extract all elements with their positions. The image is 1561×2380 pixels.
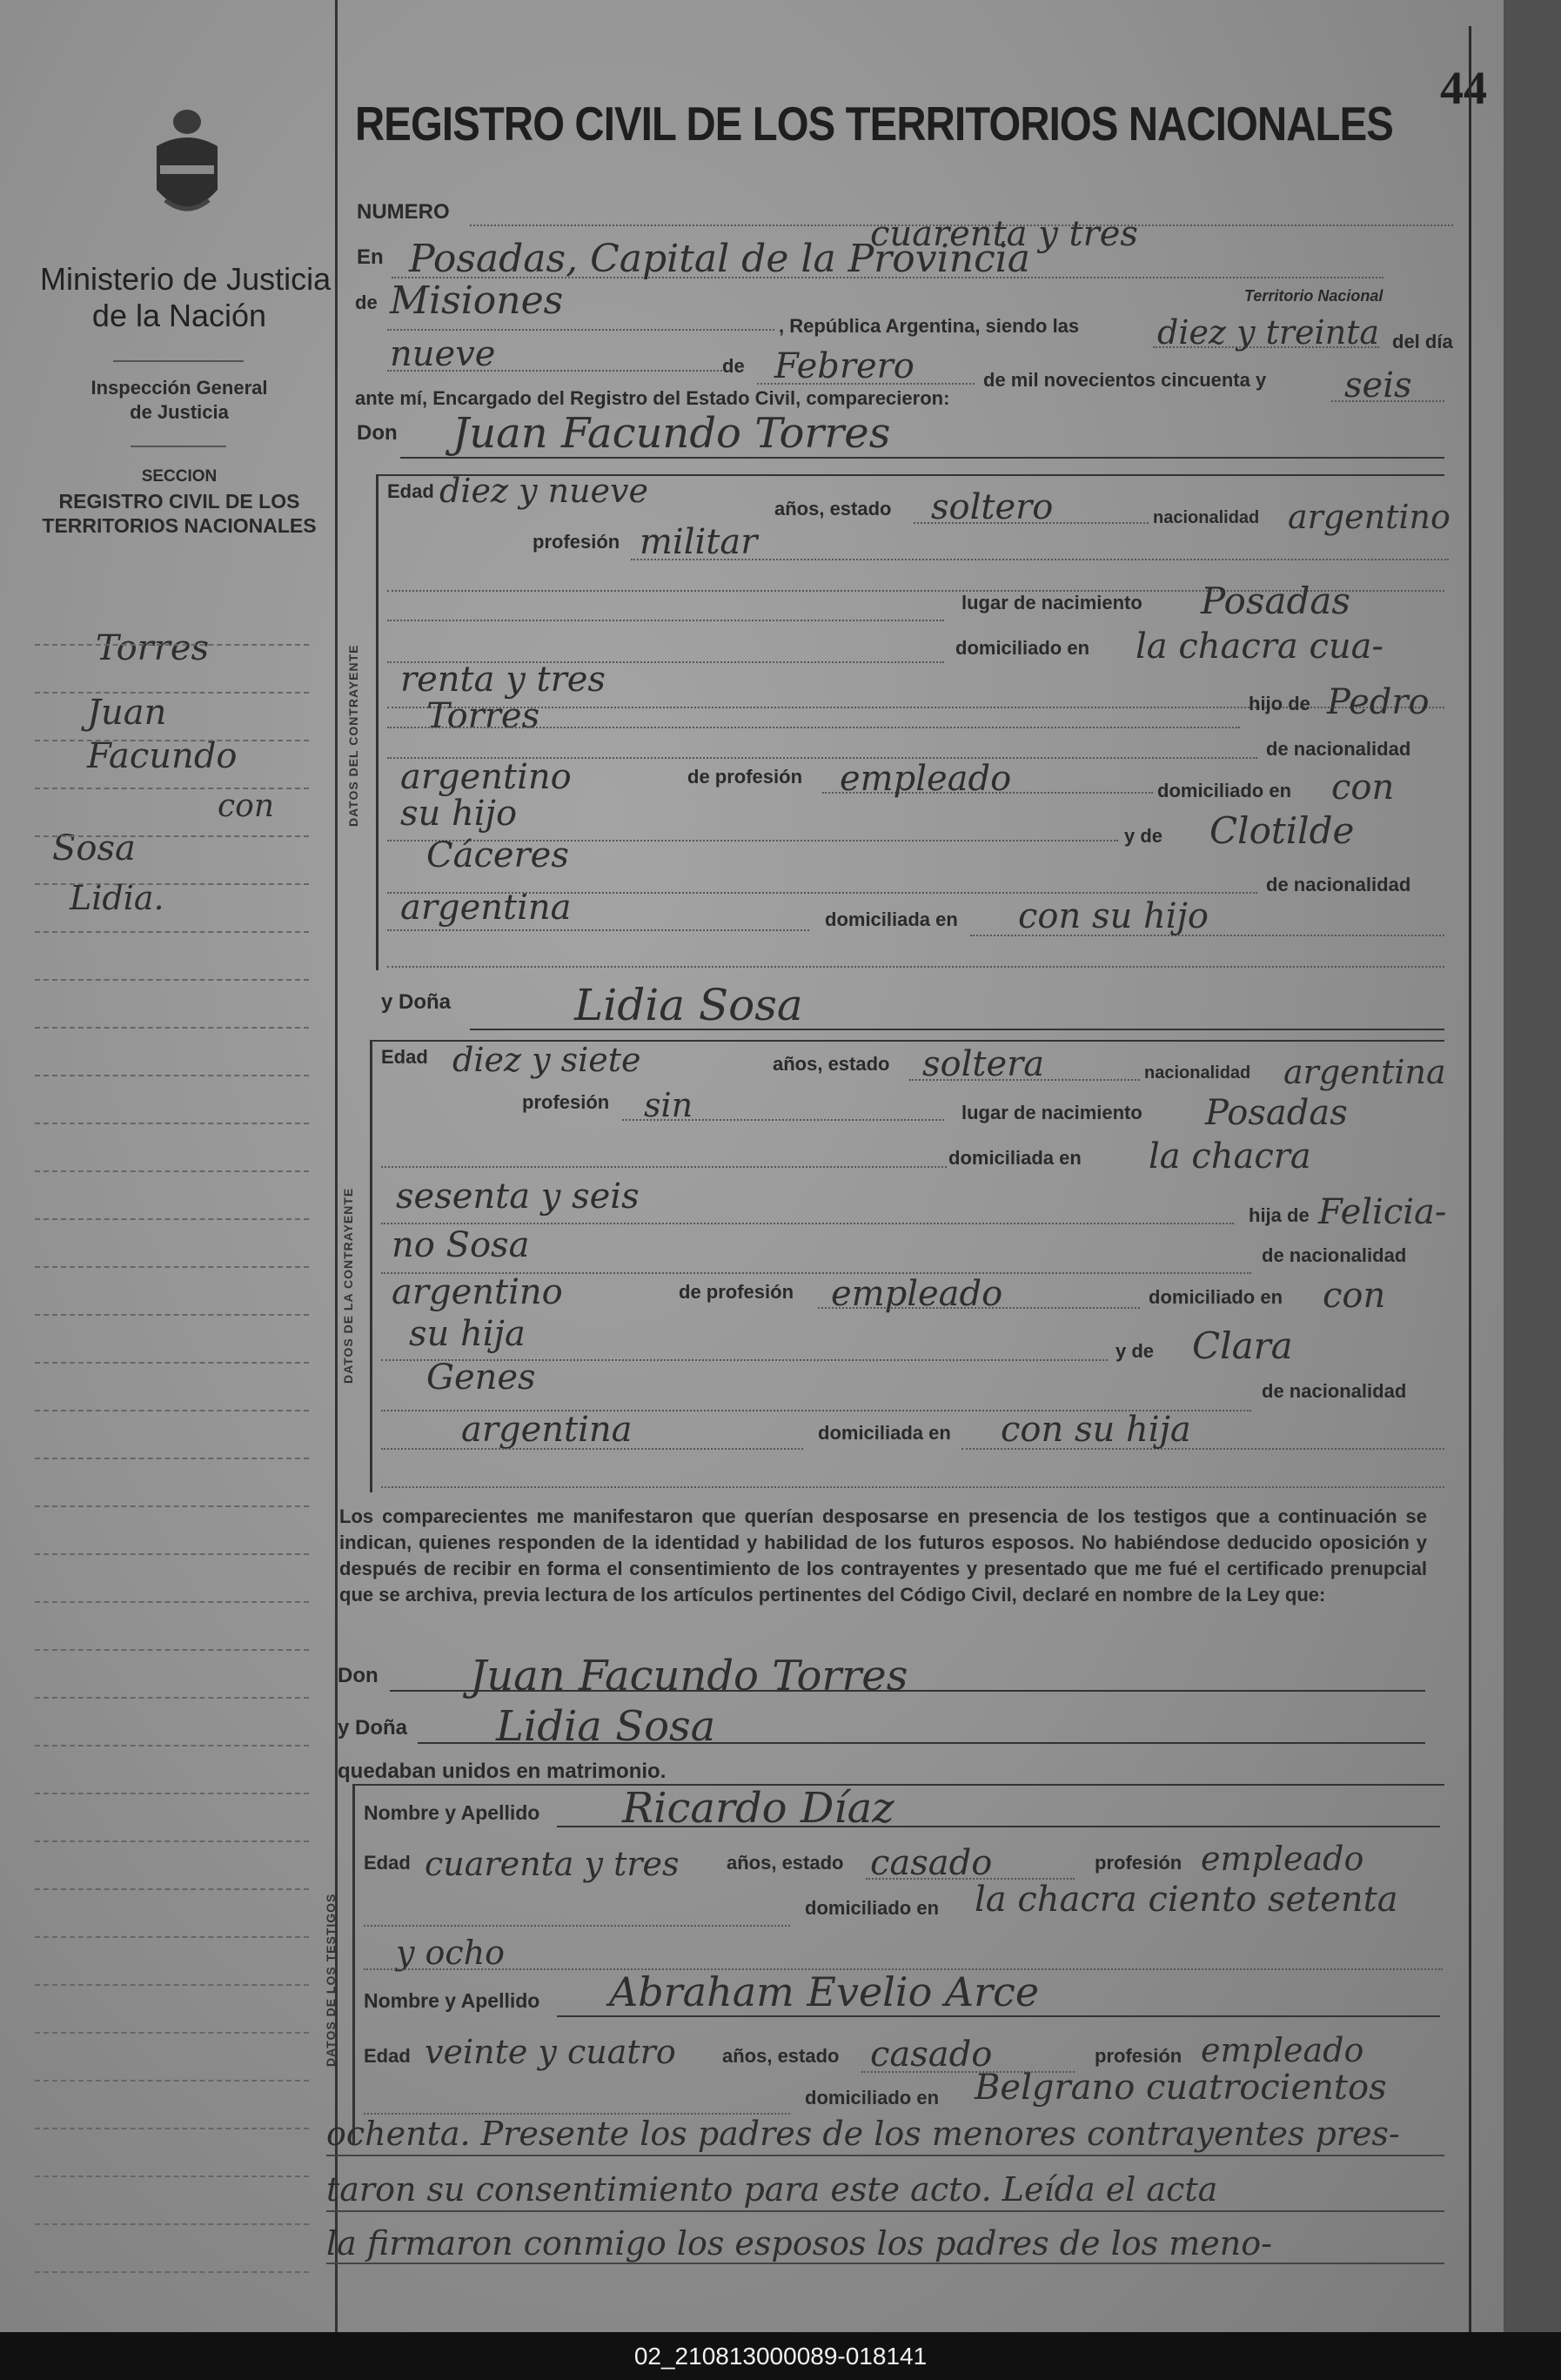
margin-ruled-line (35, 1936, 309, 1938)
page-edge (1504, 0, 1561, 2332)
y-dona-label: y Doña (381, 990, 452, 1014)
hija-label: hija de (1249, 1204, 1310, 1226)
margin-note-line: Torres (96, 628, 210, 668)
testigo1-domicilio-cont: y ocho (396, 1934, 506, 1972)
testigo2-domicilio: Belgrano cuatrocientos (975, 2068, 1387, 2108)
margin-ruled-line (35, 2032, 309, 2034)
edad-label: Edad (381, 1046, 428, 1068)
de-profesion-label: de profesión (679, 1281, 794, 1303)
dona-value: Lidia Sosa (574, 980, 803, 1030)
nacionalidad-value: argentina (1283, 1053, 1446, 1091)
coat-of-arms-icon (148, 103, 226, 225)
padre-domicilio-value: con (1331, 768, 1395, 808)
edad-value: diez y nueve (439, 472, 649, 510)
domicilio-value: la chacra cua- (1136, 627, 1383, 667)
ministry-line2: de la Nación (91, 298, 267, 333)
nombre-label: Nombre y Apellido (364, 1989, 540, 2012)
madre-value: Clara (1192, 1324, 1293, 1367)
estado-value: soltero (931, 487, 1054, 527)
contrayenta-section (370, 1040, 372, 1492)
testigo1-nombre: Ricardo Díaz (622, 1784, 894, 1833)
margin-ruled-line (35, 1553, 309, 1555)
margin-ruled-line (35, 2271, 309, 2273)
margin-ruled-line (35, 2176, 309, 2177)
margin-note-line: Lidia. (70, 879, 164, 917)
madre-value: Cáceres (426, 835, 569, 875)
padre-profesion-value: empleado (831, 1274, 1003, 1314)
domicilio-label: domiciliado en (955, 637, 1090, 659)
margin-ruled-line (35, 1984, 309, 1986)
domicilio-label: domiciliado en (805, 2087, 940, 2108)
margin-ruled-line (35, 1458, 309, 1459)
hora-value: diez y treinta (1157, 313, 1380, 352)
ministry-line1: Ministerio de Justicia (40, 261, 332, 297)
margin-column (0, 0, 338, 2332)
domiciliado-label: domiciliado en (1157, 780, 1292, 801)
margin-ruled-line (35, 2128, 309, 2129)
inspection-line1: Inspección General (90, 377, 268, 399)
don-value: Juan Facundo Torres (452, 409, 891, 458)
margin-ruled-line (35, 1840, 309, 1842)
anios-label: años, estado (722, 2045, 840, 2067)
padre-value: Felicia- (1318, 1192, 1447, 1232)
edad-label: Edad (387, 480, 434, 502)
margin-ruled-line (35, 1410, 309, 1411)
edad-label: Edad (364, 1852, 411, 1874)
profesion-label: profesión (1095, 1852, 1182, 1874)
section-line2: TERRITORIOS NACIONALES (42, 514, 317, 537)
en-label: En (357, 245, 384, 269)
margin-note-line: Facundo (87, 736, 238, 776)
margin-ruled-line (35, 2080, 309, 2082)
notes-line2: taron su consentimiento para este acto. Leída el acta (326, 2170, 1218, 2209)
testigo1-domicilio: la chacra ciento setenta (975, 1880, 1398, 1920)
profesion-label: profesión (1095, 2045, 1182, 2067)
nacionalidad-label: nacionalidad (1153, 508, 1260, 527)
nacionalidad-value: argentino (1288, 498, 1450, 536)
margin-ruled-line (35, 1697, 309, 1699)
de-profesion-label: de profesión (687, 766, 803, 788)
margin-ruled-line (35, 1266, 309, 1268)
margin-ruled-line (35, 740, 309, 741)
notes-line3: la firmaron conmigo los esposos los padres de los meno- (326, 2224, 1272, 2263)
testigo2-edad: veinte y cuatro (425, 2033, 676, 2071)
madre-domicilio-value: con su hijo (1018, 896, 1209, 936)
republica-text: , República Argentina, siendo las (779, 315, 1080, 337)
margin-note-line: Juan (87, 693, 167, 733)
y-dona-label: y Doña (338, 1716, 408, 1740)
madre-domicilio-value: con su hija (1001, 1410, 1191, 1450)
domiciliado-label: domiciliado en (1149, 1286, 1283, 1308)
de-nacionalidad-label: de nacionalidad (1262, 1380, 1407, 1402)
numero-value: cuarenta y tres (870, 214, 1138, 254)
anios-label: años, estado (774, 498, 892, 520)
anios-label: años, estado (773, 1053, 890, 1075)
margin-ruled-line (35, 1075, 309, 1076)
margin-ruled-line (35, 1027, 309, 1029)
margin-ruled-line (35, 1601, 309, 1603)
nombre-label: Nombre y Apellido (364, 1801, 540, 1824)
testigo2-profesion: empleado (1201, 2031, 1364, 2069)
domicilio-cont: sesenta y seis (396, 1177, 640, 1217)
padre-domicilio-value: con (1323, 1276, 1386, 1316)
testigo1-estado: casado (870, 1843, 993, 1883)
numero-label: NUMERO (357, 200, 450, 224)
section-label: SECCION (141, 467, 218, 486)
domicilio-value: la chacra (1149, 1136, 1311, 1177)
y-de-label: y de (1115, 1340, 1155, 1362)
margin-ruled-line (35, 931, 309, 933)
margin-ruled-line (35, 692, 309, 694)
margin-ruled-line (35, 1888, 309, 1890)
page-title: REGISTRO CIVIL DE LOS TERRITORIOS NACIONALES (355, 97, 1393, 151)
en-value: Posadas, Capital de la Provincia (409, 237, 1031, 281)
margin-note-line: Sosa (52, 828, 136, 868)
margin-ruled-line (35, 644, 309, 646)
notes-line1: ochenta. Presente los padres de los menores contrayentes pres- (326, 2115, 1400, 2153)
margin-ruled-line (35, 2223, 309, 2225)
padre-value: Pedro (1327, 682, 1430, 722)
padre-nacionalidad-value: argentino (392, 1272, 563, 1312)
dia-value: nueve (390, 334, 496, 374)
testigos-side-label: DATOS DE LOS TESTIGOS (324, 1893, 338, 2067)
padre-domicilio-cont: su hijo (400, 794, 518, 834)
de-nacionalidad-label: de nacionalidad (1262, 1244, 1407, 1266)
domiciliada-label: domiciliada en (948, 1147, 1082, 1169)
nacionalidad-label: nacionalidad (1144, 1063, 1251, 1083)
domiciliada-label: domiciliada en (818, 1422, 951, 1444)
padre-profesion-value: empleado (840, 759, 1012, 799)
de-label: de (355, 292, 378, 313)
margin-ruled-line (35, 1123, 309, 1124)
contrayente-section (376, 474, 379, 970)
contrayenta-side-label: DATOS DE LA CONTRAYENTE (341, 1187, 355, 1384)
profesion-value: sin (644, 1086, 693, 1124)
closing-text: quedaban unidos en matrimonio. (338, 1760, 667, 1783)
don-label: Don (338, 1664, 379, 1687)
anio-text: de mil novecientos cincuenta y (983, 369, 1267, 391)
margin-note-line: con (218, 788, 275, 824)
de-nacionalidad-label: de nacionalidad (1266, 738, 1411, 760)
estado-value: soltera (922, 1044, 1045, 1084)
domicilio-label: domiciliado en (805, 1897, 940, 1919)
madre-nacionalidad-value: argentina (400, 888, 572, 928)
edad-label: Edad (364, 2045, 411, 2067)
testigo1-profesion: empleado (1201, 1840, 1364, 1878)
declaration-paragraph: Los comparecientes me manifestaron que querían desposarse en presencia de los testigos que a continuación se indican, quienes responden de la identidad y habilidad de los futuros esposos. No habiéndose deducido oposición y después de recibir en forma el consentimiento de los contrayentes y presentado que me fué el certificado prenupcial que se archiva, previa lectura de los artículos pertinentes del Código Civil, declaré en nombre de la Ley que: (339, 1505, 1427, 1606)
hijo-label: hijo de (1249, 693, 1310, 714)
margin-ruled-line (35, 1218, 309, 1220)
margin-ruled-line (35, 883, 309, 885)
madre-value: Clotilde (1209, 809, 1355, 852)
don-value: Juan Facundo Torres (470, 1652, 908, 1700)
domicilio-cont: renta y tres (400, 660, 606, 700)
lugar-label: lugar de nacimiento (961, 592, 1142, 613)
anio-value: seis (1344, 365, 1412, 406)
y-de-label: y de (1124, 825, 1163, 847)
profesion-value: militar (640, 522, 758, 562)
lugar-value: Posadas (1205, 1093, 1348, 1133)
inspection-line2: de Justicia (130, 401, 229, 423)
padre-value: no Sosa (392, 1225, 530, 1265)
lugar-label: lugar de nacimiento (961, 1102, 1142, 1123)
de-value: Misiones (390, 278, 564, 323)
margin-ruled-line (35, 1505, 309, 1507)
del-dia-label: del día (1392, 331, 1453, 352)
margin-ruled-line (35, 1170, 309, 1172)
margin-ruled-line (35, 979, 309, 981)
padre-domicilio-cont: su hija (409, 1314, 526, 1354)
ante-text: ante mí, Encargado del Registro del Estado Civil, comparecieron: (355, 387, 950, 409)
margin-ruled-line (35, 1793, 309, 1794)
de-nacionalidad-label: de nacionalidad (1266, 874, 1411, 895)
margin-ruled-line (35, 835, 309, 837)
margin-ruled-line (35, 788, 309, 789)
image-id-footer: 02_210813000089-018141 (0, 2332, 1561, 2380)
padre-value: Torres (426, 696, 540, 736)
testigo1-edad: cuarenta y tres (425, 1845, 680, 1883)
de-label2: de (722, 355, 745, 377)
mes-value: Febrero (774, 346, 914, 386)
margin-ruled-line (35, 1314, 309, 1316)
anios-label: años, estado (727, 1852, 844, 1874)
section-line1: REGISTRO CIVIL DE LOS (58, 490, 300, 513)
edad-value: diez y siete (452, 1041, 641, 1079)
dona-value: Lidia Sosa (496, 1702, 716, 1751)
lugar-value: Posadas (1201, 580, 1350, 622)
margin-ruled-line (35, 1745, 309, 1746)
profesion-label: profesión (533, 531, 620, 553)
don-label: Don (357, 421, 398, 445)
testigo2-estado: casado (870, 2035, 993, 2075)
territorio-label: Territorio Nacional (1244, 287, 1383, 305)
madre-nacionalidad-value: argentina (461, 1410, 633, 1450)
margin-ruled-line (35, 1649, 309, 1651)
madre-value: Genes (426, 1358, 536, 1398)
page-number: 44 (1440, 62, 1487, 114)
domiciliada-label: domiciliada en (825, 908, 958, 930)
contrayente-side-label: DATOS DEL CONTRAYENTE (346, 644, 360, 827)
padre-nacionalidad-value: argentino (400, 757, 572, 797)
testigos-section (352, 1784, 355, 2145)
testigo2-nombre: Abraham Evelio Arce (609, 1968, 1040, 2015)
margin-ruled-line (35, 1362, 309, 1364)
profesion-label: profesión (522, 1091, 610, 1113)
